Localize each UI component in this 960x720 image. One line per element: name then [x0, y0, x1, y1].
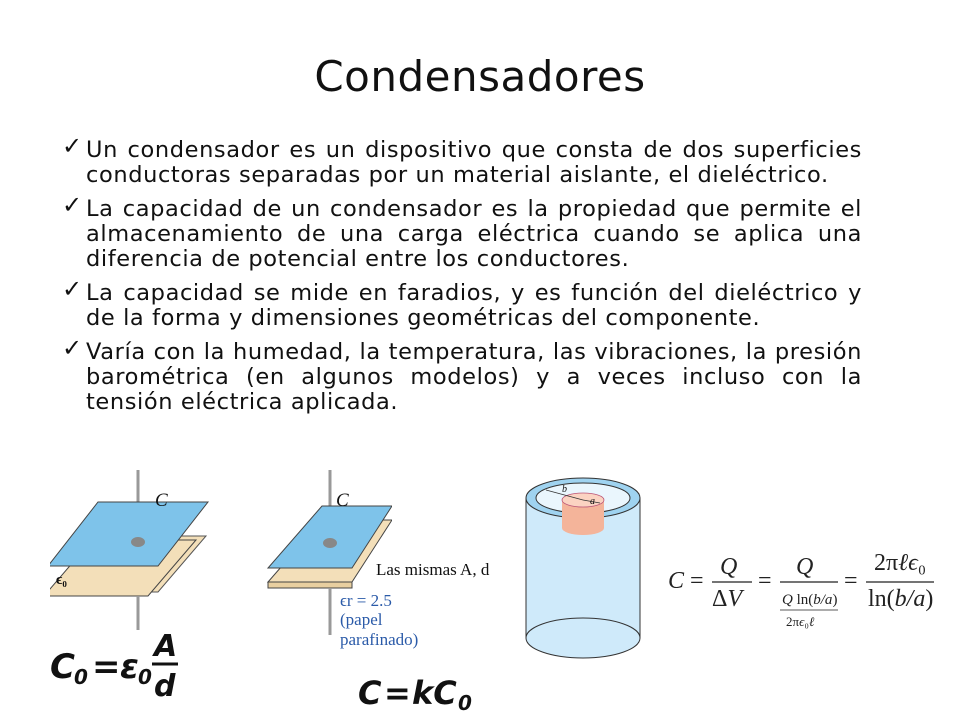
svg-text:2πϵ₀ℓ: 2πϵ₀ℓ — [786, 614, 815, 629]
formula-graphic — [358, 670, 488, 716]
svg-text:=: = — [758, 568, 772, 594]
page-title: Condensadores — [314, 52, 646, 101]
bullet-item — [62, 191, 862, 272]
bullet-item — [62, 132, 862, 188]
svg-text:0: 0 — [138, 665, 152, 689]
inner-radius-label: a — [590, 496, 595, 507]
svg-text:0: 0 — [458, 691, 472, 715]
svg-text:C: C — [668, 568, 685, 594]
svg-text:Q: Q — [796, 554, 814, 580]
svg-text:=: = — [844, 568, 858, 594]
svg-text:=: = — [690, 568, 704, 594]
svg-text:A: A — [154, 630, 178, 664]
svg-text:C: C — [358, 674, 382, 712]
relative-permittivity-label: ϵr = 2.5 — [340, 591, 392, 610]
svg-text:Q ln(b/a): Q ln(b/a) — [782, 592, 838, 608]
formula-text — [358, 670, 359, 671]
formula-text — [668, 548, 938, 638]
svg-text:ε: ε — [120, 647, 139, 687]
svg-text:2πℓϵ₀: 2πℓϵ₀ — [874, 550, 927, 576]
svg-text:d: d — [154, 669, 176, 704]
bullet-text: Varía con la humedad, la temperatura, las vibraciones, la presión barométrica (en algunos modelos) y a veces incluso con la tensión eléctrica aplicada. — [86, 339, 862, 415]
cylindrical-capacitor-figure — [524, 476, 646, 660]
formula-graphic — [50, 630, 180, 710]
outer-radius-label: b — [562, 484, 567, 495]
bullet-text: La capacidad se mide en faradios, y es función del dieléctrico y de la forma y dimensiones geométricas del componente. — [86, 280, 862, 331]
bullet-text: Un condensador es un dispositivo que consta de dos superficies conductoras separadas por un material aislante, el dieléctrico. — [86, 137, 862, 188]
svg-text:=: = — [384, 674, 411, 712]
svg-text:Q: Q — [720, 554, 738, 580]
formula-text — [50, 630, 51, 631]
bullet-list — [62, 132, 862, 424]
checkmark-icon: ✓ — [62, 191, 83, 219]
svg-text:=: = — [92, 647, 121, 687]
checkmark-icon: ✓ — [62, 334, 83, 362]
paper-label-line2: parafinado) — [340, 630, 419, 649]
svg-text:0: 0 — [74, 665, 88, 689]
checkmark-icon: ✓ — [62, 275, 83, 303]
svg-text:ln(b/a): ln(b/a) — [868, 586, 934, 612]
cylindrical-capacitance-formula — [668, 548, 938, 638]
svg-text:ΔV: ΔV — [712, 586, 743, 612]
capacitance-label: C — [336, 490, 349, 511]
dielectric-label: ϵ₀ — [56, 572, 67, 588]
capacitance-label: C — [155, 490, 168, 511]
vacuum-capacitance-formula — [50, 630, 180, 710]
paper-label-line1: (papel — [340, 610, 383, 629]
same-dimensions-label: Las mismas A, d — [376, 560, 490, 579]
svg-text:C: C — [50, 647, 75, 687]
checkmark-icon: ✓ — [62, 132, 83, 160]
parallel-plate-capacitor-figure — [50, 470, 240, 640]
svg-text:kC: kC — [412, 674, 457, 712]
bullet-item — [62, 275, 862, 331]
bullet-item — [62, 334, 862, 415]
dielectric-capacitance-formula — [358, 670, 488, 716]
bullet-text: La capacidad de un condensador es la propiedad que permite el almacenamiento de una carga eléctrica cuando se aplica una diferencia de potencial entre los conductores. — [86, 196, 862, 272]
